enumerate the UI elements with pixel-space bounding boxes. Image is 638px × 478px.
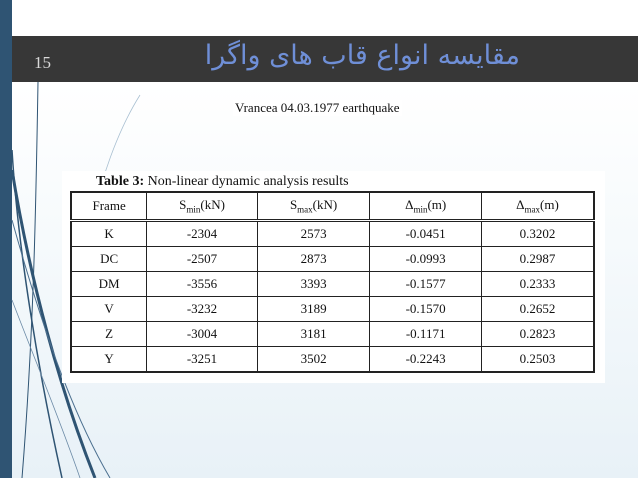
cell-dmax: 0.2652 bbox=[481, 297, 594, 322]
slide-title: مقایسه انواع قاب های واگرا bbox=[204, 40, 520, 71]
table-row bbox=[71, 322, 594, 347]
cell-smin: -2304 bbox=[147, 221, 258, 247]
cell-dmin: -0.0993 bbox=[370, 247, 482, 272]
cell-smin: -3232 bbox=[147, 297, 258, 322]
table-row bbox=[71, 297, 594, 322]
cell-dmax: 0.2333 bbox=[481, 272, 594, 297]
cell-smax: 3502 bbox=[257, 347, 370, 373]
cell-smin: -3004 bbox=[147, 322, 258, 347]
cell-frame: K bbox=[71, 221, 147, 247]
table-row bbox=[71, 247, 594, 272]
cell-frame: DC bbox=[71, 247, 147, 272]
slide-number: 15 bbox=[34, 53, 51, 72]
cell-smin: -2507 bbox=[147, 247, 258, 272]
table-header-row bbox=[71, 192, 594, 221]
cell-dmin: -0.0451 bbox=[370, 221, 482, 247]
cell-smax: 2573 bbox=[257, 221, 370, 247]
cell-smin: -3556 bbox=[147, 272, 258, 297]
cell-smax: 3189 bbox=[257, 297, 370, 322]
header-frame: Frame bbox=[71, 192, 147, 221]
table-caption-label: Table 3: bbox=[96, 174, 145, 189]
header-dmax: $\Delta_{max}(m)$ bbox=[481, 192, 594, 221]
cell-dmin: -0.1577 bbox=[370, 272, 482, 297]
left-accent-band bbox=[0, 0, 12, 478]
table-caption-text: Non-linear dynamic analysis results bbox=[144, 174, 349, 189]
cell-frame: Y bbox=[71, 347, 147, 373]
header-smin: $S_{min}(kN)$ bbox=[147, 192, 258, 221]
table-row bbox=[71, 272, 594, 297]
cell-frame: Z bbox=[71, 322, 147, 347]
cell-dmax: 0.2503 bbox=[481, 347, 594, 373]
subtitle: Vrancea 04.03.1977 earthquake bbox=[235, 100, 400, 115]
header-smax: $S_{max}(kN)$ bbox=[257, 192, 370, 221]
header-dmin: $\Delta_{min}(m)$ bbox=[370, 192, 482, 221]
cell-dmin: -0.1570 bbox=[370, 297, 482, 322]
cell-frame: V bbox=[71, 297, 147, 322]
results-table bbox=[70, 191, 595, 373]
cell-dmax: 0.3202 bbox=[481, 221, 594, 247]
table-row bbox=[71, 221, 594, 247]
cell-smax: 3393 bbox=[257, 272, 370, 297]
cell-smax: 3181 bbox=[257, 322, 370, 347]
table-row bbox=[71, 347, 594, 373]
table-image bbox=[62, 171, 605, 383]
table-caption bbox=[96, 174, 349, 190]
cell-dmin: -0.1171 bbox=[370, 322, 482, 347]
cell-smax: 2873 bbox=[257, 247, 370, 272]
cell-frame: DM bbox=[71, 272, 147, 297]
cell-smin: -3251 bbox=[147, 347, 258, 373]
cell-dmin: -0.2243 bbox=[370, 347, 482, 373]
cell-dmax: 0.2987 bbox=[481, 247, 594, 272]
cell-dmax: 0.2823 bbox=[481, 322, 594, 347]
